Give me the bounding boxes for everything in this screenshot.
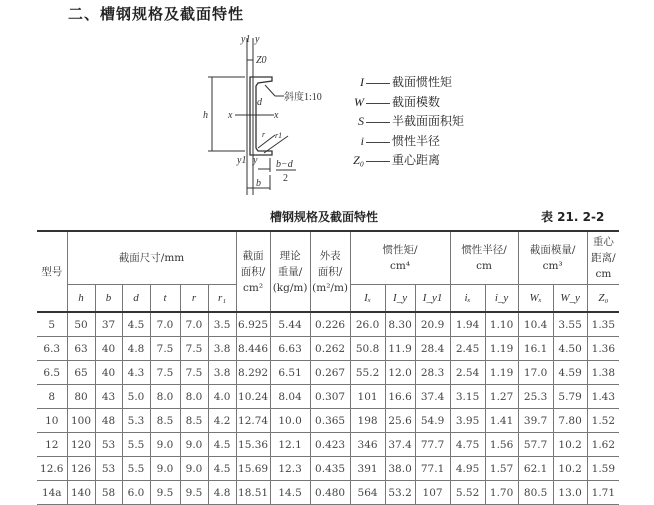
table-cell: 12.6 <box>37 457 67 481</box>
table-row <box>37 312 619 337</box>
table-cell: 12 <box>37 433 67 457</box>
legend-item: Z₀ 重心距离 <box>353 153 441 167</box>
table-cell: 1.62 <box>587 433 619 457</box>
label-b-minus-d: b−d <box>276 159 293 170</box>
table-row <box>37 457 619 481</box>
table-cell: 53.2 <box>385 481 415 505</box>
table-cell: 2.45 <box>450 337 485 361</box>
table-cell: 7.0 <box>150 312 180 337</box>
label-slope: 斜度1:10 <box>284 92 322 103</box>
table-cell: 8.446 <box>236 337 270 361</box>
label-x-right: x <box>274 110 279 121</box>
subheader-cell: Wₓ <box>518 285 553 313</box>
table-cell: 6.63 <box>270 337 310 361</box>
table-cell: 4.95 <box>450 457 485 481</box>
symbol-legend <box>340 73 464 171</box>
legend-item: I 截面惯性矩 <box>360 75 453 89</box>
table-cell: 1.10 <box>485 312 518 337</box>
table-cell: 3.95 <box>450 409 485 433</box>
table-cell: 40 <box>95 361 122 385</box>
table-cell: 100 <box>67 409 95 433</box>
table-cell: 1.59 <box>587 457 619 481</box>
table-cell: 391 <box>350 457 385 481</box>
table-cell: 39.7 <box>518 409 553 433</box>
table-cell: 25.6 <box>385 409 415 433</box>
table-row <box>37 337 619 361</box>
table-cell: 1.19 <box>485 361 518 385</box>
table-cell: 1.19 <box>485 337 518 361</box>
table-cell: 8.0 <box>150 385 180 409</box>
label-r1: r1 <box>275 131 283 140</box>
table-cell: 4.2 <box>208 409 236 433</box>
table-cell: 15.69 <box>236 457 270 481</box>
table-cell: 3.55 <box>553 312 587 337</box>
table-cell: 8.0 <box>180 385 208 409</box>
table-cell: 15.36 <box>236 433 270 457</box>
table-cell: 16.1 <box>518 337 553 361</box>
table-cell: 50 <box>67 312 95 337</box>
table-cell: 1.43 <box>587 385 619 409</box>
table-cell: 5.52 <box>450 481 485 505</box>
table-cell: 14a <box>37 481 67 505</box>
table-cell: 4.50 <box>553 337 587 361</box>
table-cell: 8.5 <box>180 409 208 433</box>
table-cell: 4.0 <box>208 385 236 409</box>
header-dims: 截面尺寸/mm <box>67 231 236 285</box>
label-h: h <box>203 110 208 121</box>
table-cell: 53 <box>95 457 122 481</box>
table-cell: 12.0 <box>385 361 415 385</box>
table-cell: 18.51 <box>236 481 270 505</box>
table-row <box>37 409 619 433</box>
subheader-cell: iₓ <box>450 285 485 313</box>
table-cell: 1.57 <box>485 457 518 481</box>
table-cell: 7.5 <box>180 337 208 361</box>
table-cell: 5.3 <box>122 409 150 433</box>
table-cell: 57.7 <box>518 433 553 457</box>
table-cell: 40 <box>95 337 122 361</box>
table-cell: 4.5 <box>208 433 236 457</box>
subheader-cell: W_y <box>553 285 587 313</box>
table-cell: 50.8 <box>350 337 385 361</box>
table-cell: 4.8 <box>208 481 236 505</box>
table-cell: 37.4 <box>415 385 450 409</box>
table-cell: 3.8 <box>208 361 236 385</box>
table-cell: 1.41 <box>485 409 518 433</box>
table-cell: 16.6 <box>385 385 415 409</box>
label-d: d <box>257 97 262 108</box>
table-cell: 43 <box>95 385 122 409</box>
table-cell: 63 <box>67 337 95 361</box>
label-r: r <box>262 130 266 139</box>
header-weight: 理论 重量/ (kg/m) <box>270 231 310 312</box>
table-row <box>37 481 619 505</box>
table-cell: 37 <box>95 312 122 337</box>
table-cell: 10.2 <box>553 457 587 481</box>
table-number: 表 21. 2-2 <box>541 210 605 224</box>
table-cell: 107 <box>415 481 450 505</box>
table-cell: 8 <box>37 385 67 409</box>
header-radius: 惯性半径/ cm <box>450 231 518 285</box>
legend-item: W 截面模数 <box>354 94 441 109</box>
header-inertia: 惯性矩/ cm⁴ <box>350 231 450 285</box>
table-cell: 5.5 <box>122 433 150 457</box>
subheader-cell: b <box>95 285 122 313</box>
label-z0: Z0 <box>256 55 267 66</box>
label-b: b <box>256 178 261 189</box>
table-cell: 2.54 <box>450 361 485 385</box>
table-row <box>37 385 619 409</box>
table-cell: 6.0 <box>122 481 150 505</box>
subheader-cell: Iₓ <box>350 285 385 313</box>
label-y-top: y <box>255 34 260 45</box>
table-cell: 6.3 <box>37 337 67 361</box>
table-cell: 9.0 <box>180 433 208 457</box>
table-cell: 7.5 <box>180 361 208 385</box>
subheader-cell: h <box>67 285 95 313</box>
table-cell: 6.51 <box>270 361 310 385</box>
section-title: 二、槽钢规格及截面特性 <box>68 5 245 23</box>
table-cell: 4.5 <box>208 457 236 481</box>
table-cell: 5.0 <box>122 385 150 409</box>
table-cell: 12.3 <box>270 457 310 481</box>
table-cell: 10.2 <box>553 433 587 457</box>
table-cell: 9.5 <box>180 481 208 505</box>
table-cell: 0.226 <box>310 312 350 337</box>
table-cell: 1.35 <box>587 312 619 337</box>
table-cell: 8.30 <box>385 312 415 337</box>
table-cell: 80.5 <box>518 481 553 505</box>
table-cell: 65 <box>67 361 95 385</box>
table-cell: 0.435 <box>310 457 350 481</box>
label-y1-top: y1 <box>241 34 251 45</box>
table-cell: 9.0 <box>150 433 180 457</box>
subheader-cell: t <box>150 285 180 313</box>
table-cell: 5.44 <box>270 312 310 337</box>
subheader-cell: r <box>180 285 208 313</box>
table-cell: 62.1 <box>518 457 553 481</box>
table-row <box>37 433 619 457</box>
subheader-cell: I_y <box>385 285 415 313</box>
table-cell: 101 <box>350 385 385 409</box>
table-cell: 0.262 <box>310 337 350 361</box>
table-cell: 5.5 <box>122 457 150 481</box>
subheader-cell: d <box>122 285 150 313</box>
table-cell: 28.4 <box>415 337 450 361</box>
table-cell: 38.0 <box>385 457 415 481</box>
channel-section-diagram <box>190 30 340 200</box>
table-cell: 140 <box>67 481 95 505</box>
table-cell: 0.480 <box>310 481 350 505</box>
table-cell: 3.5 <box>208 312 236 337</box>
table-cell: 1.27 <box>485 385 518 409</box>
table-cell: 7.0 <box>180 312 208 337</box>
header-modulus: 截面模量/ cm³ <box>518 231 587 285</box>
table-cell: 26.0 <box>350 312 385 337</box>
table-cell: 7.5 <box>150 361 180 385</box>
table-cell: 1.94 <box>450 312 485 337</box>
table-cell: 7.80 <box>553 409 587 433</box>
table-cell: 12.74 <box>236 409 270 433</box>
table-cell: 4.59 <box>553 361 587 385</box>
table-cell: 7.5 <box>150 337 180 361</box>
table-cell: 80 <box>67 385 95 409</box>
subheader-cell: Z₀ <box>587 285 619 313</box>
table-cell: 20.9 <box>415 312 450 337</box>
subheader-cell: i_y <box>485 285 518 313</box>
table-cell: 1.38 <box>587 361 619 385</box>
table-cell: 1.36 <box>587 337 619 361</box>
table-cell: 13.0 <box>553 481 587 505</box>
table-cell: 120 <box>67 433 95 457</box>
table-cell: 0.365 <box>310 409 350 433</box>
table-cell: 54.9 <box>415 409 450 433</box>
table-cell: 4.3 <box>122 361 150 385</box>
table-cell: 11.9 <box>385 337 415 361</box>
table-cell: 37.4 <box>385 433 415 457</box>
table-cell: 12.1 <box>270 433 310 457</box>
header-surface: 外表 面积/ (m²/m) <box>310 231 350 312</box>
table-row <box>37 361 619 385</box>
table-cell: 1.71 <box>587 481 619 505</box>
subheader-cell: r₁ <box>208 285 236 313</box>
subheader-cell: I_y1 <box>415 285 450 313</box>
channel-steel-table <box>37 230 619 505</box>
table-cell: 9.0 <box>150 457 180 481</box>
table-cell: 53 <box>95 433 122 457</box>
table-cell: 3.15 <box>450 385 485 409</box>
table-cell: 9.5 <box>150 481 180 505</box>
table-cell: 25.3 <box>518 385 553 409</box>
table-cell: 6.5 <box>37 361 67 385</box>
table-cell: 0.423 <box>310 433 350 457</box>
header-type: 型号 <box>37 231 67 312</box>
label-y1-bottom: y1 <box>237 155 247 166</box>
table-cell: 10.4 <box>518 312 553 337</box>
table-cell: 10.24 <box>236 385 270 409</box>
table-title: 槽钢规格及截面特性 <box>270 210 379 224</box>
table-cell: 8.5 <box>150 409 180 433</box>
table-cell: 1.70 <box>485 481 518 505</box>
table-cell: 564 <box>350 481 385 505</box>
table-cell: 77.1 <box>415 457 450 481</box>
table-cell: 3.8 <box>208 337 236 361</box>
table-cell: 0.267 <box>310 361 350 385</box>
table-cell: 6.925 <box>236 312 270 337</box>
table-cell: 10 <box>37 409 67 433</box>
table-cell: 9.0 <box>180 457 208 481</box>
table-cell: 10.0 <box>270 409 310 433</box>
table-cell: 1.56 <box>485 433 518 457</box>
table-cell: 28.3 <box>415 361 450 385</box>
legend-item: i 惯性半径 <box>360 133 441 148</box>
table-cell: 126 <box>67 457 95 481</box>
table-cell: 5 <box>37 312 67 337</box>
header-z0: 重心 距离/ cm <box>587 231 619 285</box>
table-cell: 0.307 <box>310 385 350 409</box>
table-cell: 17.0 <box>518 361 553 385</box>
table-cell: 5.79 <box>553 385 587 409</box>
table-cell: 4.75 <box>450 433 485 457</box>
header-area: 截面 面积/ cm² <box>236 231 270 312</box>
table-cell: 4.5 <box>122 312 150 337</box>
label-x-left: x <box>228 110 233 121</box>
legend-item: S 半截面面积矩 <box>358 114 465 128</box>
table-cell: 8.04 <box>270 385 310 409</box>
table-cell: 8.292 <box>236 361 270 385</box>
table-cell: 14.5 <box>270 481 310 505</box>
label-y-bottom: y <box>253 155 258 166</box>
table-cell: 55.2 <box>350 361 385 385</box>
table-cell: 4.8 <box>122 337 150 361</box>
table-cell: 58 <box>95 481 122 505</box>
table-cell: 48 <box>95 409 122 433</box>
table-cell: 1.52 <box>587 409 619 433</box>
table-cell: 346 <box>350 433 385 457</box>
label-two: 2 <box>283 173 288 184</box>
table-cell: 77.7 <box>415 433 450 457</box>
table-cell: 198 <box>350 409 385 433</box>
